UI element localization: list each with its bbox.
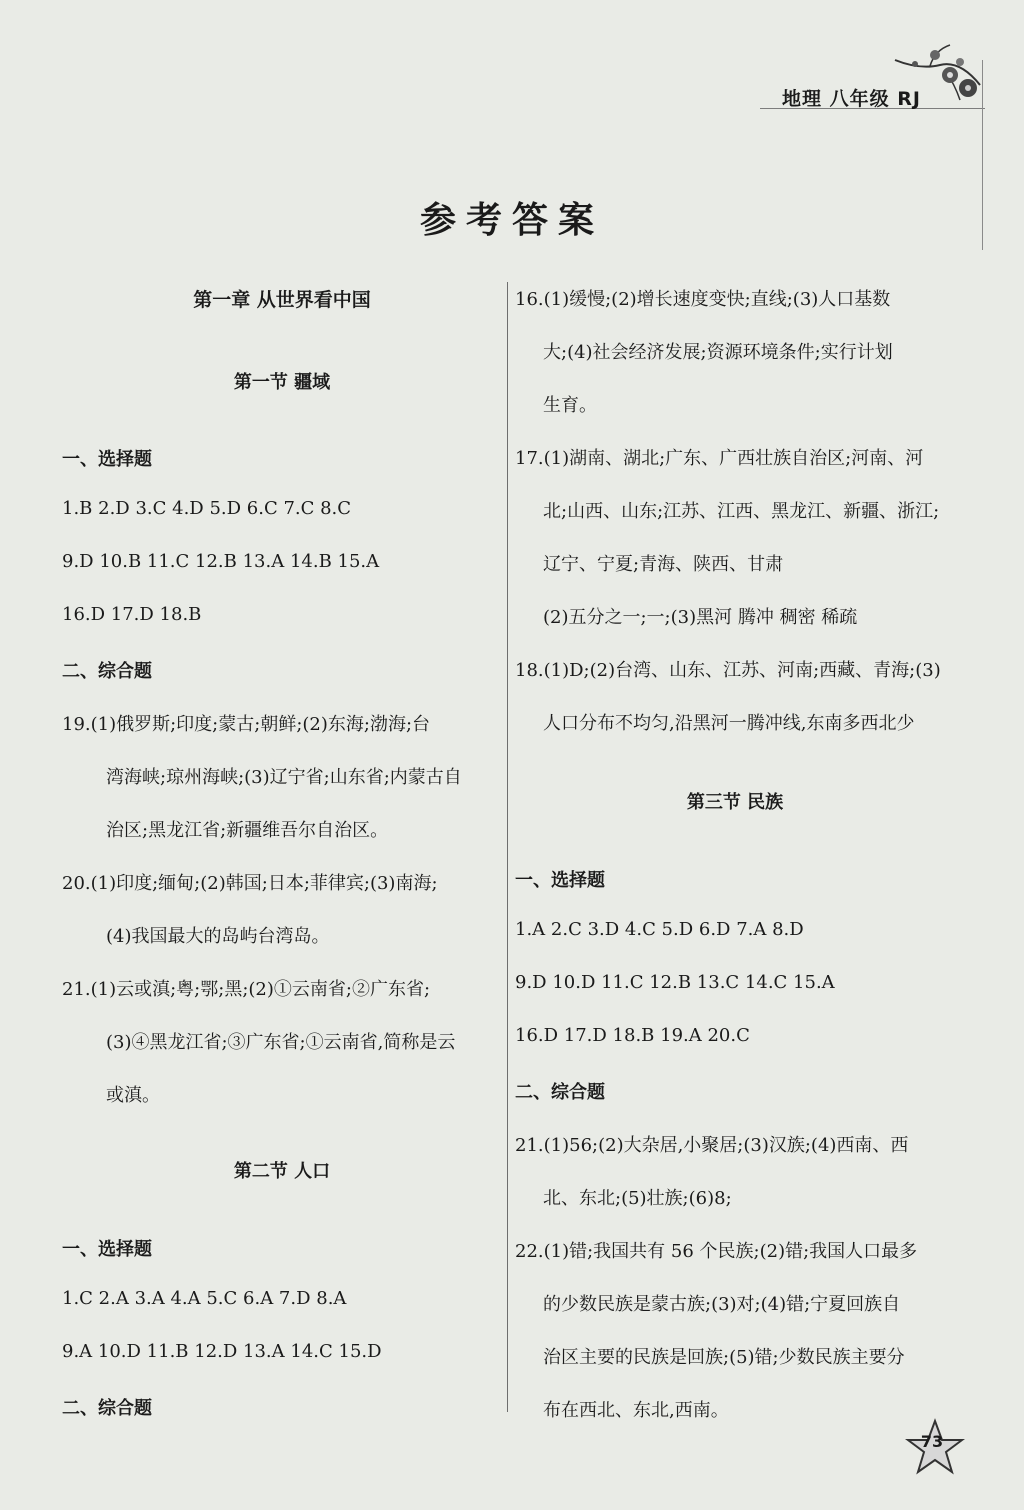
section-title: 第一节 疆域 (233, 372, 331, 393)
answer-line: (4)我国最大的岛屿台湾岛。 (106, 926, 330, 947)
subject-label: 地理 八年级 RJ (782, 88, 921, 110)
answer-line: 大;(4)社会经济发展;资源环境条件;实行计划 (543, 342, 893, 363)
answer-line: (3)④黑龙江省;③广东省;①云南省,简称是云 (106, 1032, 456, 1053)
answer-line: 9.D 10.D 11.C 12.B 13.C 14.C 15.A (515, 972, 835, 993)
answer-line: 的少数民族是蒙古族;(3)对;(4)错;宁夏回族自 (543, 1294, 901, 1315)
answer-line: 湾海峡;琼州海峡;(3)辽宁省;山东省;内蒙古自 (106, 767, 462, 788)
answer-line: 北;山西、山东;江苏、江西、黑龙江、新疆、浙江; (543, 501, 940, 522)
answer-line: 9.A 10.D 11.B 12.D 13.A 14.C 15.D (62, 1341, 382, 1362)
answer-line: 22.(1)错;我国共有 56 个民族;(2)错;我国人口最多 (515, 1241, 918, 1262)
answer-line: 21.(1)56;(2)大杂居,小聚居;(3)汉族;(4)西南、西 (515, 1135, 909, 1156)
answer-line: 21.(1)云或滇;粤;鄂;黑;(2)①云南省;②广东省; (62, 979, 431, 1000)
answer-line: 9.D 10.B 11.C 12.B 13.A 14.B 15.A (62, 551, 380, 572)
section-heading: 二、综合题 (62, 1398, 152, 1419)
answer-line: 16.D 17.D 18.B 19.A 20.C (515, 1025, 750, 1046)
answer-line: 或滇。 (106, 1085, 160, 1106)
section-heading: 二、综合题 (62, 661, 152, 682)
answer-line: 1.B 2.D 3.C 4.D 5.D 6.C 7.C 8.C (62, 498, 352, 519)
answer-line: 16.(1)缓慢;(2)增长速度变快;直线;(3)人口基数 (515, 289, 891, 310)
answer-line: 布在西北、东北,西南。 (543, 1400, 729, 1421)
section-title: 第三节 民族 (686, 792, 784, 813)
answer-line: 20.(1)印度;缅甸;(2)韩国;日本;菲律宾;(3)南海; (62, 873, 438, 894)
chapter-title: 第一章 从世界看中国 (193, 289, 371, 311)
answer-line: 17.(1)湖南、湖北;广东、广西壮族自治区;河南、河 (515, 448, 924, 469)
section-heading: 一、选择题 (515, 870, 605, 891)
page-number: 73 (920, 1432, 944, 1451)
answer-line: 1.A 2.C 3.D 4.C 5.D 6.D 7.A 8.D (515, 919, 804, 940)
answer-line: 北、东北;(5)壮族;(6)8; (543, 1188, 732, 1209)
answer-line: 人口分布不均匀,沿黑河一腾冲线,东南多西北少 (543, 713, 915, 734)
answer-line: 治区;黑龙江省;新疆维吾尔自治区。 (106, 820, 389, 841)
answer-line: 辽宁、宁夏;青海、陕西、甘肃 (543, 554, 784, 575)
column-divider (507, 282, 508, 1412)
answer-line: 治区主要的民族是回族;(5)错;少数民族主要分 (543, 1347, 905, 1368)
section-title: 第二节 人口 (233, 1161, 331, 1182)
answer-line: 生育。 (543, 395, 597, 416)
answer-line: 18.(1)D;(2)台湾、山东、江苏、河南;西藏、青海;(3) (515, 660, 941, 681)
section-heading: 一、选择题 (62, 449, 152, 470)
answer-line: (2)五分之一;一;(3)黑河 腾冲 稠密 稀疏 (543, 607, 858, 628)
answer-line: 16.D 17.D 18.B (62, 604, 202, 625)
section-heading: 一、选择题 (62, 1239, 152, 1260)
answer-line: 19.(1)俄罗斯;印度;蒙古;朝鲜;(2)东海;渤海;台 (62, 714, 431, 735)
page-title: 参考答案 (419, 199, 604, 241)
section-heading: 二、综合题 (515, 1082, 605, 1103)
answer-line: 1.C 2.A 3.A 4.A 5.C 6.A 7.D 8.A (62, 1288, 347, 1309)
